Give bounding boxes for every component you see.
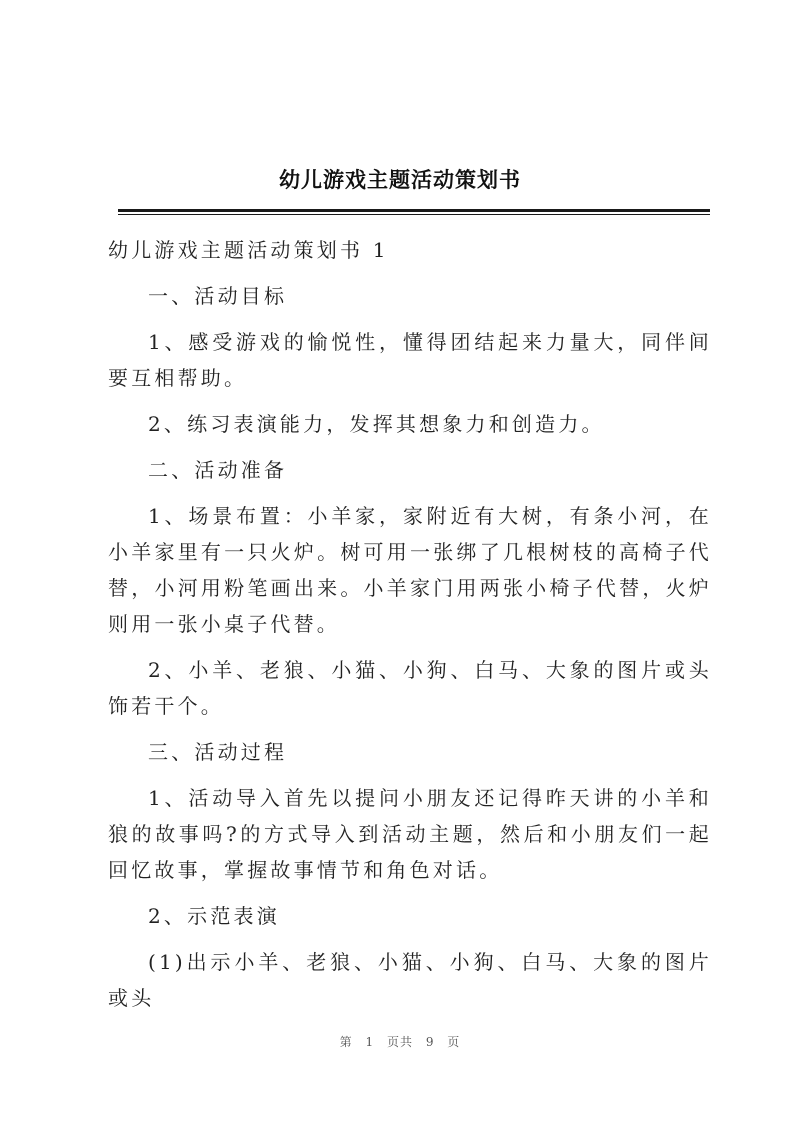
goal-item-1: 1、感受游戏的愉悦性，懂得团结起来力量大，同伴间要互相帮助。 — [108, 330, 712, 390]
document-title: 幼儿游戏主题活动策划书 — [279, 167, 521, 192]
footer-current-page: 1 — [365, 1035, 375, 1049]
title-divider-thick — [118, 209, 710, 212]
process-subitem-1: (1)出示小羊、老狼、小猫、小狗、白马、大象的图片或头 — [108, 950, 712, 1010]
footer-total-pages: 9 — [425, 1035, 435, 1049]
heading-activity-preparation: 二、活动准备 — [148, 458, 288, 482]
preparation-item-1: 1、场景布置：小羊家，家附近有大树，有条小河，在小羊家里有一只火炉。树可用一张绑了几根树枝的高椅子代替，小河用粉笔画出来。小羊家门用两张小椅子代替，火炉则用一张小桌子代替。 — [108, 504, 712, 636]
footer-prefix: 第 — [339, 1035, 353, 1049]
process-item-2: 2、示范表演 — [148, 904, 280, 928]
title-divider-thin — [118, 214, 710, 215]
process-item-1: 1、活动导入首先以提问小朋友还记得昨天讲的小羊和狼的故事吗?的方式导入到活动主题，然后和小朋友们一起回忆故事，掌握故事情节和角色对话。 — [108, 786, 712, 882]
goal-item-2: 2、练习表演能力，发挥其想象力和创造力。 — [148, 412, 605, 436]
heading-activity-goals: 一、活动目标 — [148, 284, 288, 308]
footer-middle: 页共 — [386, 1035, 413, 1049]
footer-suffix: 页 — [447, 1035, 461, 1049]
document-body — [108, 232, 712, 1026]
preparation-item-2: 2、小羊、老狼、小猫、小狗、白马、大象的图片或头饰若干个。 — [108, 658, 712, 718]
page-footer — [0, 1033, 800, 1050]
heading-activity-process: 三、活动过程 — [148, 740, 288, 764]
section-heading: 幼儿游戏主题活动策划书 1 — [108, 238, 389, 262]
